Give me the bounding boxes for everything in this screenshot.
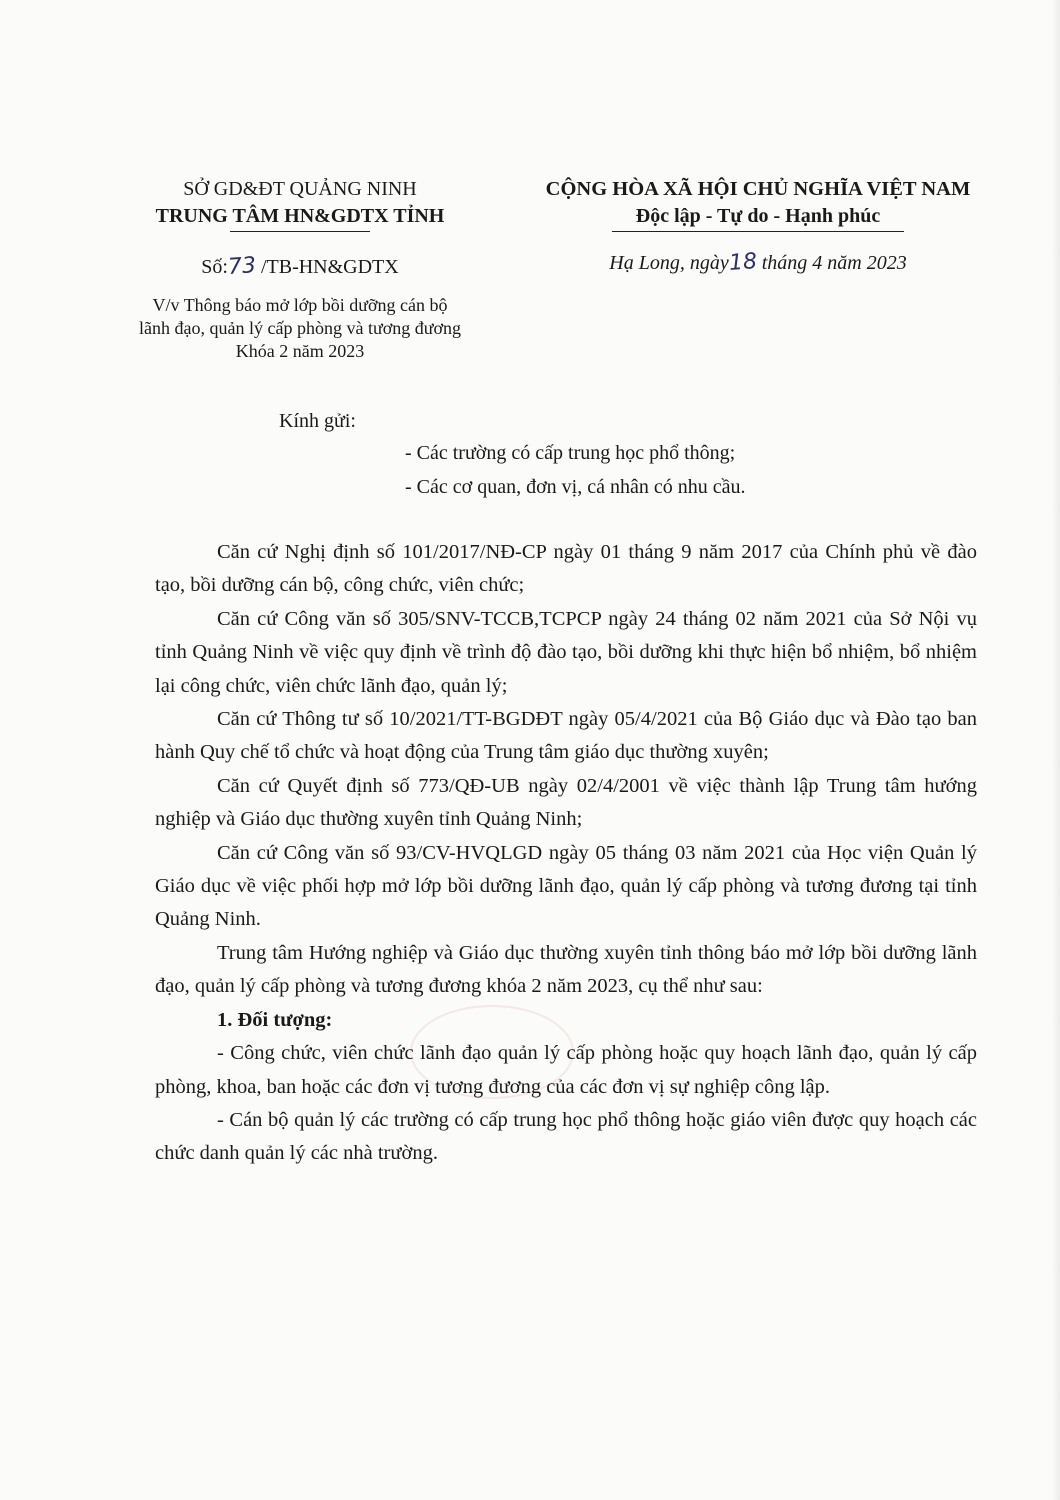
- page-edge-shadow: [1052, 0, 1060, 1500]
- recipient-item: - Các cơ quan, đơn vị, cá nhân có nhu cầu.: [405, 476, 746, 498]
- motto-underline: [612, 231, 904, 232]
- national-title: CỘNG HÒA XÃ HỘI CHỦ NGHĨA VIỆT NAM: [545, 178, 971, 200]
- legal-basis-paragraph: Căn cứ Nghị định số 101/2017/NĐ-CP ngày 01 tháng 9 năm 2017 của Chính phủ về đào tạo, bồi dưỡng cán bộ, công chức, viên chức;: [155, 541, 977, 597]
- document-number-suffix: /TB-HN&GDTX: [260, 256, 399, 278]
- issue-date-suffix: tháng 4 năm 2023: [761, 252, 907, 274]
- section-item: - Công chức, viên chức lãnh đạo quản lý cấp phòng hoặc quy hoạch lãnh đạo, quản lý cấp phòng, khoa, ban hoặc các đơn vị tương đương của các đơn vị sự nghiệp công lập.: [155, 1042, 977, 1098]
- section-item: - Cán bộ quản lý các trường có cấp trung học phổ thông hoặc giáo viên được quy hoạch các chức danh quản lý các nhà trường.: [155, 1108, 977, 1165]
- legal-basis-paragraph: Căn cứ Công văn số 305/SNV-TCCB,TCPCP ngày 24 tháng 02 năm 2021 của Sở Nội vụ tỉnh Quảng Ninh về việc quy định về trình độ đào tạo, bồi dưỡng khi thực hiện bổ nhiệm, bổ nhiệm lại công chức, viên chức lãnh đạo, quản lý;: [155, 607, 977, 697]
- national-header-block: [508, 174, 1008, 232]
- issuer-underline: [230, 231, 370, 232]
- issuer-center: TRUNG TÂM HN&GDTX TỈNH: [155, 205, 445, 227]
- subject-line-3: Khóa 2 năm 2023: [235, 341, 365, 361]
- announcement-paragraph: Trung tâm Hướng nghiệp và Giáo dục thường xuyên tỉnh thông báo mở lớp bồi dưỡng lãnh đạo, quản lý cấp phòng và tương đương khóa 2 năm 2023, cụ thể như sau:: [155, 941, 977, 998]
- subject-block: [90, 294, 510, 363]
- issue-date-day-handwritten: 18: [727, 249, 758, 276]
- issuer-department: SỞ GD&ĐT QUẢNG NINH: [183, 178, 417, 200]
- issuer-block: [110, 174, 490, 232]
- legal-basis-paragraph: Căn cứ Công văn số 93/CV-HVQLGD ngày 05 tháng 03 năm 2021 của Học viện Quản lý Giáo dục về việc phối hợp mở lớp bồi dưỡng lãnh đạo, quản lý cấp phòng và tương đương tại tỉnh Quảng Ninh.: [155, 841, 977, 931]
- legal-basis-paragraph: Căn cứ Thông tư số 10/2021/TT-BGDĐT ngày 05/4/2021 của Bộ Giáo dục và Đào tạo ban hành Quy chế tổ chức và hoạt động của Trung tâm giáo dục thường xuyên;: [155, 708, 977, 764]
- document-body: [155, 536, 977, 1171]
- issue-date: [508, 250, 1008, 275]
- issue-date-prefix: Hạ Long, ngày: [609, 252, 729, 274]
- national-motto: Độc lập - Tự do - Hạnh phúc: [635, 205, 881, 227]
- recipient-item: - Các trường có cấp trung học phổ thông;: [405, 442, 736, 464]
- salutation: Kính gửi:: [279, 410, 356, 432]
- section-heading: 1. Đối tượng:: [217, 1008, 333, 1031]
- legal-basis-paragraph: Căn cứ Quyết định số 773/QĐ-UB ngày 02/4/2001 về việc thành lập Trung tâm hướng nghiệp và Giáo dục thường xuyên tỉnh Quảng Ninh;: [155, 774, 977, 831]
- document-number-prefix: Số:: [201, 256, 228, 278]
- document-number-handwritten: 73: [227, 253, 257, 280]
- document-number: [110, 254, 490, 279]
- subject-line-2: lãnh đạo, quản lý cấp phòng và tương đương: [139, 318, 461, 338]
- subject-line-1: V/v Thông báo mở lớp bồi dưỡng cán bộ: [152, 295, 448, 315]
